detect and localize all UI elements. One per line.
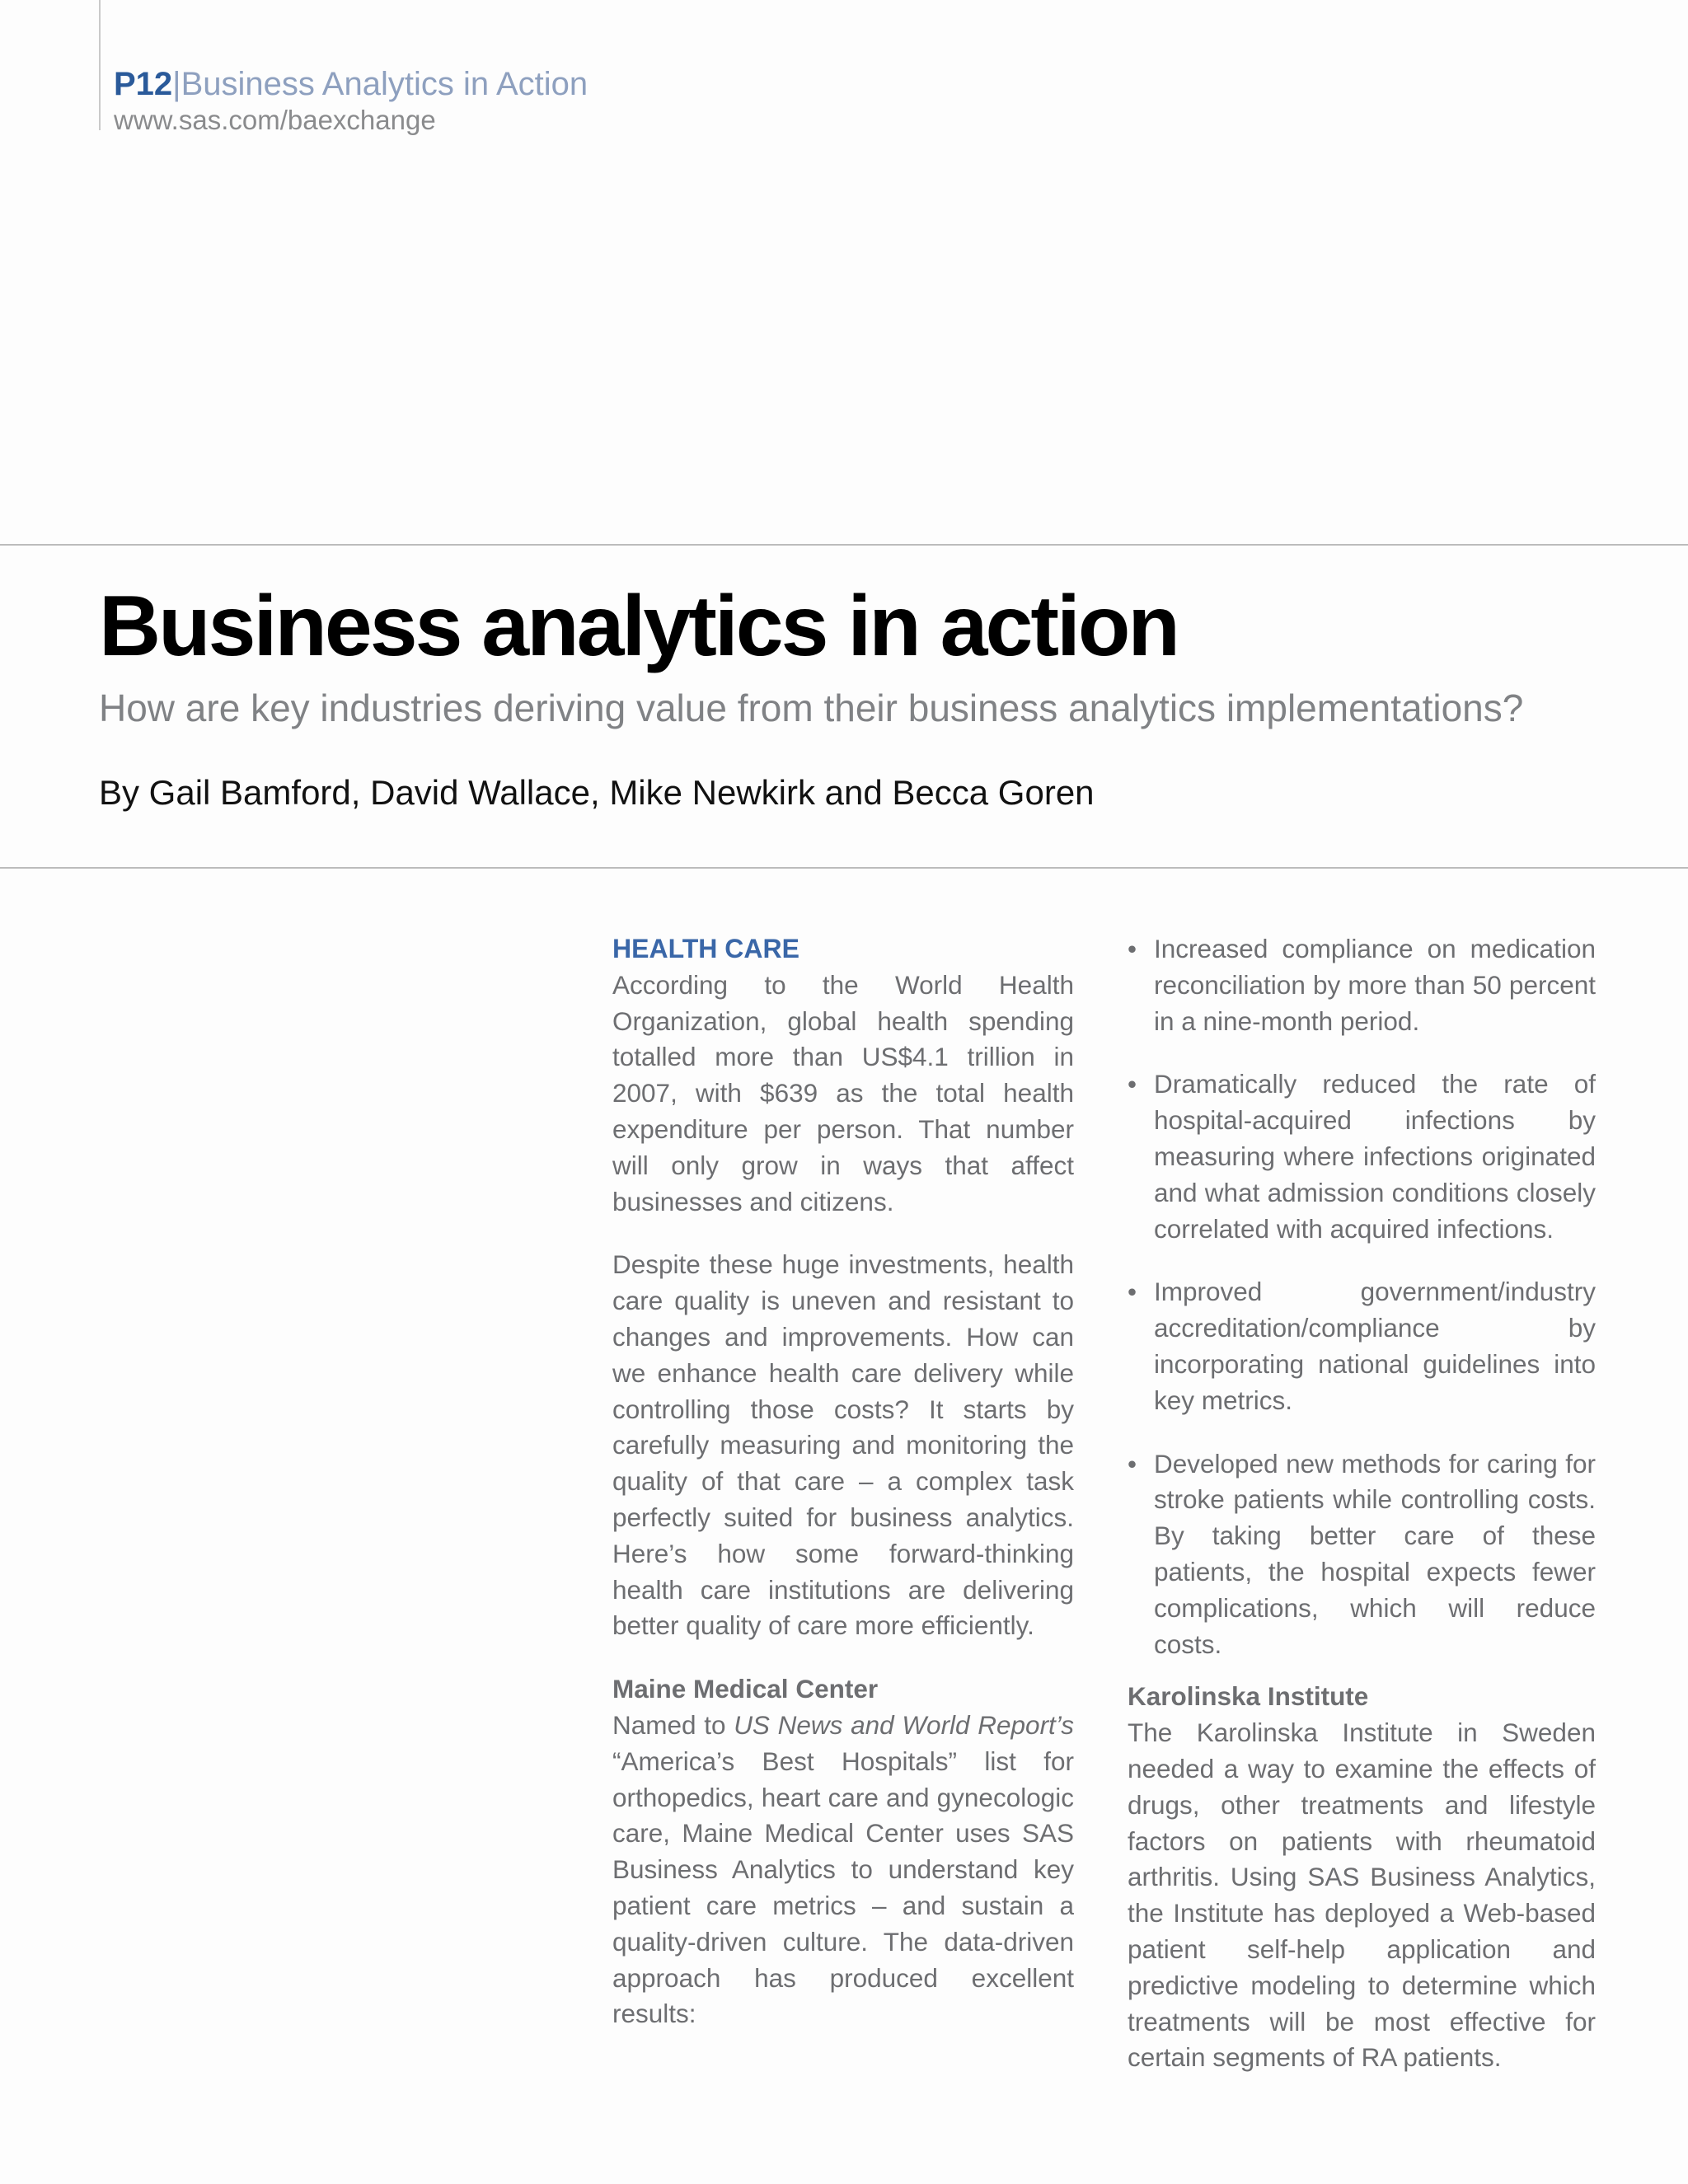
list-item-text: Improved government/industry accreditation/compliance by incorporating national guidelines into key metrics. <box>1154 1277 1596 1415</box>
body-paragraph: Despite these huge investments, health care quality is uneven and resistant to changes and improvements. How can we enhance health care delivery while controlling those costs? It starts by carefully measuring and monitoring the quality of that care – a complex task perfectly suited for business analytics. Here’s how some forward-thinking health care institutions are delivering better quality of care more efficiently. <box>612 1249 1074 1641</box>
bullet-icon: • <box>1128 1069 1137 1099</box>
para-text: “America’s Best Hospitals” list for orthopedics, heart care and gynecologic care, Maine Medical Center uses SAS Business Analytics to understand key patient care metrics – and sustain a quality-driven culture. The data-driven approach has produced excellent results: <box>612 1746 1074 2029</box>
header-title-line <box>114 64 588 104</box>
header-rule <box>99 0 101 130</box>
list-item-text: Developed new methods for caring for stroke patients while controlling costs. By taking better care of these patients, the hospital expects fewer complications, which will reduce costs. <box>1154 1448 1596 1659</box>
bullet-icon: • <box>1128 1448 1137 1479</box>
section-name: Business Analytics in Action <box>181 66 588 102</box>
list-item-text: Increased compliance on medication reconciliation by more than 50 percent in a nine-month period. <box>1154 934 1596 1036</box>
site-url: www.sas.com/baexchange <box>114 105 436 135</box>
body-paragraph: The Karolinska Institute in Sweden needed a way to examine the effects of drugs, other treatments and lifestyle factors on patients with rheumatoid arthritis. Using SAS Business Analytics, the Institute has deployed a Web-based patient self-help application and predictive modeling to determine which treatments will be most effective for certain segments of RA patients. <box>1128 1718 1596 2073</box>
column-left <box>612 931 1074 2060</box>
article-subtitle: How are key industries deriving value from their business analytics implementations? <box>99 687 1524 729</box>
subhead-karolinska: Karolinska Institute <box>1128 1681 1369 1712</box>
column-right <box>1128 931 1596 2103</box>
article-byline: By Gail Bamford, David Wallace, Mike Newkirk and Becca Goren <box>99 773 1095 812</box>
article-title: Business analytics in action <box>99 579 1178 674</box>
title-top-rule <box>0 544 1688 546</box>
results-list <box>1128 931 1596 1662</box>
running-header <box>114 64 588 137</box>
page-number: P12 <box>114 66 173 102</box>
header-separator: | <box>172 66 181 102</box>
list-item <box>1128 931 1596 1039</box>
bullet-icon: • <box>1128 934 1137 963</box>
subhead-maine-medical: Maine Medical Center <box>612 1674 879 1704</box>
title-bottom-rule <box>0 867 1688 869</box>
list-item <box>1128 1274 1596 1418</box>
list-item <box>1128 1066 1596 1247</box>
section-kicker: HEALTH CARE <box>612 934 799 963</box>
body-paragraph: According to the World Health Organization, global health spending totalled more than US$4.1 trillion in 2007, with $639 as the total health expenditure per person. That number will only grow in ways that affect businesses and citizens. <box>612 969 1074 1216</box>
bullet-icon: • <box>1128 1277 1137 1307</box>
body-paragraph <box>612 1708 1074 2032</box>
publication-name: US News and World Report’s <box>734 1709 1074 1740</box>
list-item <box>1128 1446 1596 1663</box>
para-text: Named to <box>612 1709 734 1740</box>
list-item-text: Dramatically reduced the rate of hospital-acquired infections by measuring where infections originated and what admission conditions closely correlated with acquired infections. <box>1154 1069 1596 1244</box>
